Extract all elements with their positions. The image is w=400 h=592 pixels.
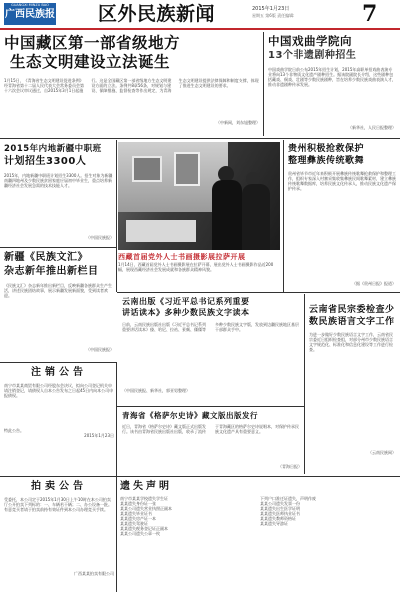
article-tibet-eco-law bbox=[4, 34, 260, 134]
article-guizhou bbox=[288, 143, 396, 293]
notice-body: 南宁市某某商贸有限公司经股东会决议，拟向公司登记机关申请注销登记，请债权人自本公告发布之日起45日内向本公司申报债权。 bbox=[4, 383, 114, 398]
headline-line2: 生态文明建设立法诞生 bbox=[10, 53, 171, 71]
caption-body: 1月14日，西藏首届党外人士书画摄影展在拉萨开幕，展出党外人士书画摄影作品近200幅，展现西藏经济社会发展成就和各族群众精神风貌。 bbox=[118, 262, 274, 272]
article-body: 近日，青海省《格萨尔史诗》藏文版正式出版发行。该书由青海省民族出版社出版，收录了流传于青海藏区的格萨尔史诗说唱本，对保护传承民族文化遗产具有重要意义。 bbox=[122, 424, 299, 434]
page-number: 7 bbox=[362, 1, 378, 27]
list-item: 南宁市某某学校遗失学生证 bbox=[120, 496, 168, 501]
list-item: 某某遗失毕业证书 bbox=[120, 511, 152, 516]
section-divider bbox=[0, 247, 116, 248]
list-item: 某某公司遗失营业执照正副本 bbox=[120, 506, 172, 511]
article-body: 2015年，内地新疆中职班计划招生3300人。招生对象为新疆南疆四地州及少数民族贫困家庭应届初中毕业生，重点培养新疆经济社会发展急需的技术技能人才。 bbox=[4, 173, 113, 188]
issue-date: 2015年1月23日 bbox=[252, 6, 290, 12]
list-item: 某某公司遗失公章一枚 bbox=[120, 531, 160, 536]
section-divider bbox=[0, 476, 400, 477]
section-title: 区外民族新闻 bbox=[98, 3, 216, 25]
article-yunnan-books bbox=[122, 296, 302, 404]
article-body: 贵州省毕节市近年来积极开展彝族传统歌舞抢救保护和整理工作，组织专家深入村寨采集收集彝族民间歌舞素材，建立彝族传统歌舞数据库，培养民族文化传承人，推动民族文化遗产保护传承。 bbox=[288, 171, 396, 191]
article-source: （中新网，刘东旭整理） bbox=[216, 120, 260, 125]
headline-line1: 云南出版《习近平总书记系列重要 bbox=[122, 297, 250, 306]
visitor-figure bbox=[242, 184, 270, 250]
headline-line2: 整理彝族传统歌舞 bbox=[288, 156, 365, 166]
article-source: （云南民族网） bbox=[368, 450, 396, 455]
headline-line1: 中国藏区第一部省级地方 bbox=[4, 34, 181, 52]
list-item: 某某公司遗失发票一份 bbox=[260, 501, 300, 506]
article-source: （据《贵州日报》报道） bbox=[352, 281, 396, 286]
lost-notice-title: 遗失声明 bbox=[120, 481, 172, 492]
framed-painting bbox=[174, 152, 200, 186]
headline: 云南省民宗委检查少数民族语言文字工作 bbox=[309, 305, 395, 327]
logo-text: 广西民族报 bbox=[5, 9, 55, 20]
article-body: 日前，云南民族出版社出版《习近平总书记系列重要讲话读本》傣、哈尼、拉祜、景颇、傈僳等多种少数民族文字版，发放到边疆民族地区基层干部群众手中。 bbox=[122, 322, 299, 332]
headline-line1: 中国戏曲学院向 bbox=[268, 34, 352, 48]
article-source: （中国民族报） bbox=[86, 235, 114, 240]
article-source: （中国民族报） bbox=[86, 347, 114, 352]
headline: 青海省《格萨尔史诗》藏文版出版发行 bbox=[122, 411, 258, 420]
newspaper-logo bbox=[4, 3, 56, 25]
list-item: 某某遗失导游证 bbox=[260, 521, 288, 526]
lost-notice-list-right bbox=[260, 496, 390, 526]
column-divider bbox=[304, 294, 305, 474]
list-item: 某某遗失医师执业证书 bbox=[260, 511, 300, 516]
column-divider bbox=[263, 32, 264, 136]
headline-line2: 计划招生3300人 bbox=[4, 156, 87, 167]
headline-line1: 2015年内地新疆中职班 bbox=[4, 144, 102, 154]
article-opera-school bbox=[268, 34, 396, 134]
list-item: 某某遗失驾驶证 bbox=[120, 521, 148, 526]
article-body: 1月15日，《青海省生态文明建设促进条例》经青海省第十二届人民代表大会常务委员会第十六次会议审议通过，自2015年3月1日起施行。这是全国藏区第一部省级地方生态文明建设方面的立法。条例共8章56条，对规划与建设、保障措施、监督检查等作出规定，为青海生态文明建设提供法律保障和制度支撑，体现了推进生态文明建设的要求。 bbox=[4, 78, 259, 93]
list-item: 某某遗失教师资格证 bbox=[260, 516, 296, 521]
section-divider bbox=[0, 138, 400, 139]
list-item: 某某遗失身份证一张 bbox=[120, 501, 156, 506]
notice-title: 拍卖公告 bbox=[31, 481, 87, 492]
photo-caption bbox=[118, 252, 280, 286]
section-divider bbox=[0, 362, 116, 363]
article-source: （新华社，人民日报整理） bbox=[348, 125, 396, 130]
section-divider bbox=[117, 406, 304, 407]
logo-top-text: GUANGXI MINZU BAO bbox=[11, 3, 49, 7]
visitor-figure bbox=[212, 180, 242, 250]
article-source: （青海日报） bbox=[278, 464, 302, 469]
headline-line1: 贵州积极抢救保护 bbox=[288, 144, 365, 154]
masthead-rule bbox=[0, 28, 400, 30]
notice-footer: 广西某某拍卖有限公司 bbox=[74, 571, 114, 576]
notice-date: 2015年1月23日 bbox=[84, 433, 114, 438]
headline-line2: 杂志新年推出新栏目 bbox=[4, 266, 99, 277]
headline-line2: 13个非遗剧种招生 bbox=[268, 50, 357, 61]
list-item: 某某遗失出生医学证明 bbox=[260, 506, 300, 511]
notice-footer: 特此公告。 bbox=[4, 428, 24, 433]
notice-auction bbox=[4, 480, 114, 590]
list-item: 下列户口准迁证遗失，声明作废 bbox=[260, 496, 316, 501]
column-divider bbox=[283, 140, 284, 292]
article-qinghai-gesar bbox=[122, 410, 302, 474]
section-divider bbox=[117, 292, 400, 293]
masthead bbox=[0, 0, 400, 28]
notice-cancel bbox=[4, 366, 114, 450]
article-yunnan-language bbox=[309, 304, 396, 474]
article-body: 中国戏曲学院日前公布2015年招生计划，2015年高职单招戏曲表演专业将向13个非物质文化遗产剧种招生。据该院副院长介绍，这些剧种包括藏戏、侗戏、壮剧等少数民族剧种，旨在培养少数民族戏曲表演人才，推动非遗剧种传承发展。 bbox=[268, 67, 396, 87]
article-minzu-wenhui bbox=[4, 251, 114, 359]
lost-notice bbox=[120, 480, 396, 590]
notice-body: 受委托，本公司定于2015年1月30日上午10时在本公司拍卖厅公开拍卖下列标的：一、车辆若干辆；二、办公设备一批。有意竞买者请于拍卖前持有效证件到本公司办理竞买手续。 bbox=[4, 497, 112, 512]
column-divider bbox=[116, 140, 117, 292]
lost-notice-list-left bbox=[120, 496, 250, 536]
headline-line2: 讲话读本》多种少数民族文字读本 bbox=[122, 308, 250, 317]
list-item: 某某遗失房产证一本 bbox=[120, 516, 156, 521]
notice-title: 注销公告 bbox=[31, 367, 87, 378]
exhibit-photo bbox=[118, 142, 280, 250]
caption-title: 西藏首届党外人士书画摄影展拉萨开展 bbox=[118, 253, 246, 261]
framed-painting bbox=[132, 156, 162, 182]
article-source: （中国民族报、新华社，郭亚男整理） bbox=[122, 388, 190, 393]
list-item: 某某遗失税务登记证正副本 bbox=[120, 526, 168, 531]
page-info: 星期五 第6版 责任编辑: bbox=[252, 13, 295, 18]
display-stand bbox=[126, 220, 196, 242]
article-body: 《民族文汇》杂志新年推出新栏目，反映新疆各族群众生产生活，讲述民族团结故事，展示新疆发展新面貌，受到读者欢迎。 bbox=[4, 283, 112, 298]
article-body: 为进一步做好少数民族语言文字工作，云南省民宗委近日组织检查组，对部分州市少数民族语言文字规范化、标准化和信息化建设等工作进行检查。 bbox=[309, 332, 393, 352]
article-xinjiang-students bbox=[4, 143, 114, 243]
headline-line1: 新疆《民族文汇》 bbox=[4, 252, 88, 263]
column-divider bbox=[116, 362, 117, 592]
